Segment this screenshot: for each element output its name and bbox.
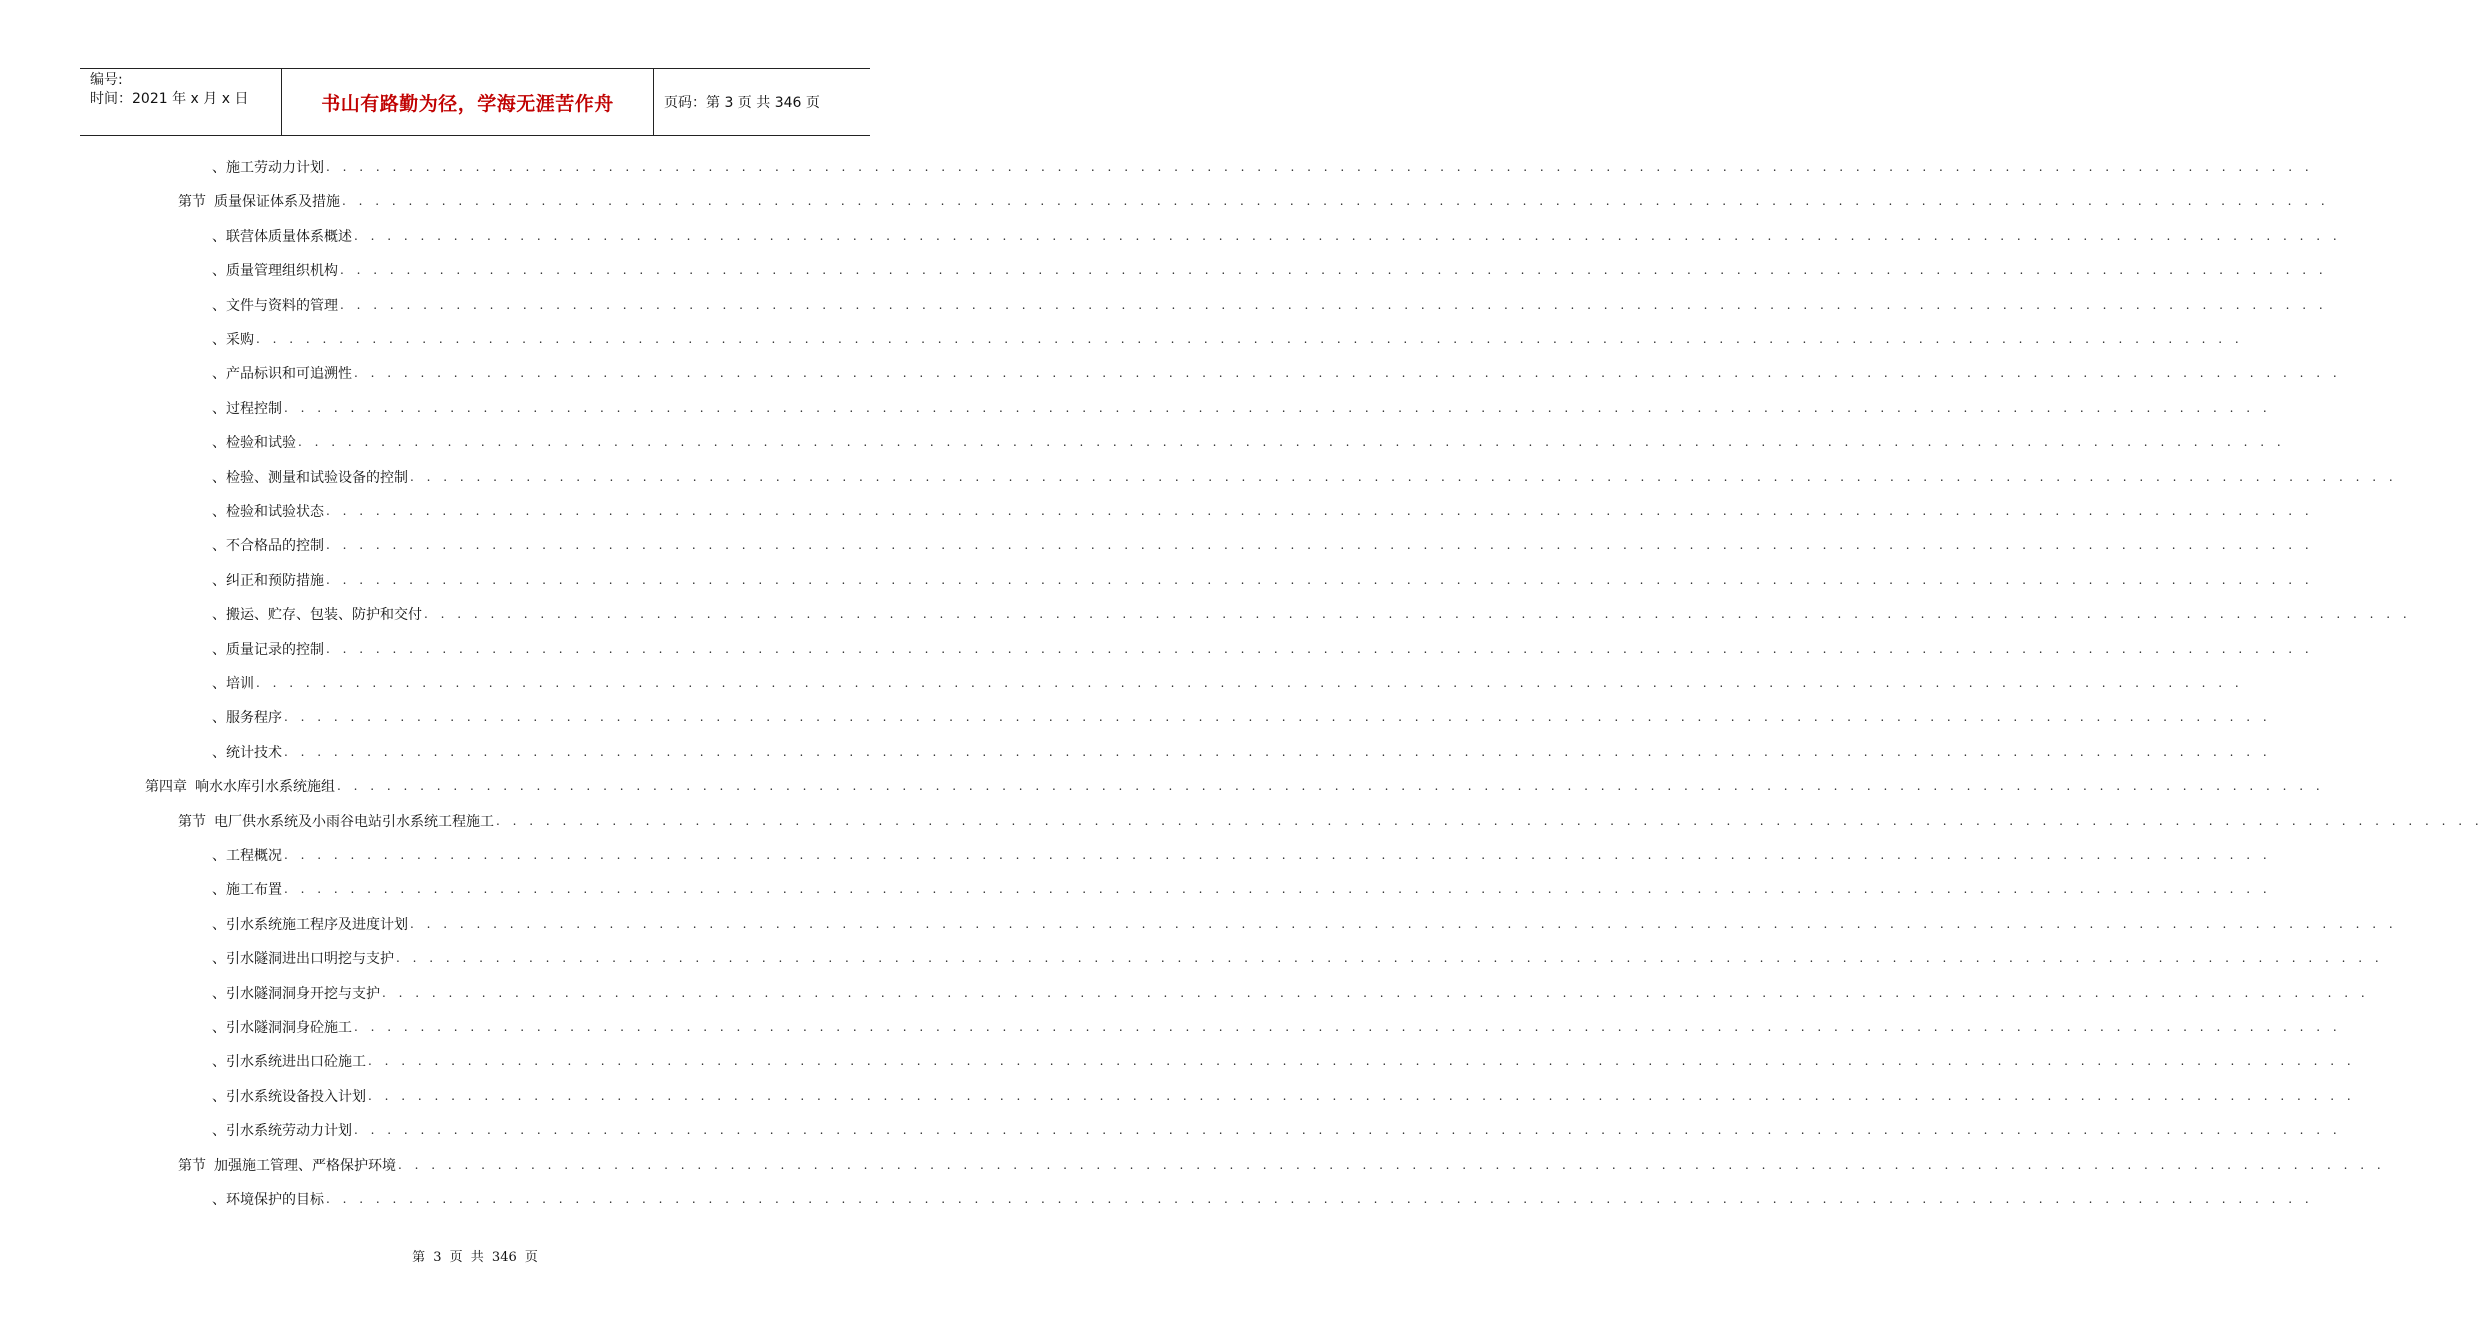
toc-entry[interactable] bbox=[212, 224, 2342, 248]
toc-entry-number: 、 bbox=[212, 538, 226, 555]
toc-dot-leader: . . . . . . . . . . . . . . . . . . . . . . . . . . . . . . . . . . . . . . . . . . . . . . . . . . . . . . . . . . . . . . . . . . . . . . . . . . . . . . . . . . . . . . . . . . . . . . . . . . . . . . . . . . . . . . . . . . . . . . . . bbox=[284, 710, 2272, 725]
toc-dot-leader: . . . . . . . . . . . . . . . . . . . . . . . . . . . . . . . . . . . . . . . . . . . . . . . . . . . . . . . . . . . . . . . . . . . . . . . . . . . . . . . . . . . . . . . . . . . . . . . . . . . . . . . . . . . . . . . . . . . . . . . . bbox=[424, 607, 2412, 622]
toc-entry-number: 、 bbox=[212, 297, 226, 314]
toc-entry-number: 、 bbox=[212, 882, 226, 899]
toc-entry-title: 引水隧洞洞身砼施工 bbox=[226, 1020, 352, 1036]
toc-dot-leader: . . . . . . . . . . . . . . . . . . . . . . . . . . . . . . . . . . . . . . . . . . . . . . . . . . . . . . . . . . . . . . . . . . . . . . . . . . . . . . . . . . . . . . . . . . . . . . . . . . . . . . . . . . . . . . . . . . . . . . . . bbox=[256, 332, 2244, 346]
toc-entry-title: 加强施工管理、严格保护环境 bbox=[214, 1157, 396, 1174]
toc-entry-title: 环境保护的目标 bbox=[226, 1192, 324, 1208]
toc-entry[interactable] bbox=[212, 1084, 2356, 1108]
toc-entry[interactable] bbox=[212, 499, 2314, 523]
toc-entry-number: 、 bbox=[212, 1192, 226, 1208]
toc-dot-leader: . . . . . . . . . . . . . . . . . . . . . . . . . . . . . . . . . . . . . . . . . . . . . . . . . . . . . . . . . . . . . . . . . . . . . . . . . . . . . . . . . . . . . . . . . . . . . . . . . . . . . . . . . . . . . . . . . . . . . . . . bbox=[284, 882, 2272, 897]
toc-dot-leader: . . . . . . . . . . . . . . . . . . . . . . . . . . . . . . . . . . . . . . . . . . . . . . . . . . . . . . . . . . . . . . . . . . . . . . . . . . . . . . . . . . . . . . . . . . . . . . . . . . . . . . . . . . . . . . . . . . . . . . . . bbox=[410, 469, 2398, 484]
toc-entry[interactable] bbox=[212, 327, 2244, 351]
toc-dot-leader: . . . . . . . . . . . . . . . . . . . . . . . . . . . . . . . . . . . . . . . . . . . . . . . . . . . . . . . . . . . . . . . . . . . . . . . . . . . . . . . . . . . . . . . . . . . . . . . . . . . . . . . . . . . . . . . . . . . . . . . . bbox=[284, 744, 2272, 759]
toc-dot-leader: . . . . . . . . . . . . . . . . . . . . . . . . . . . . . . . . . . . . . . . . . . . . . . . . . . . . . . . . . . . . . . . . . . . . . . . . . . . . . . . . . . . . . . . . . . . . . . . . . . . . . . . . . . . . . . . . . . . . . . . . bbox=[354, 1020, 2342, 1034]
toc-entry[interactable] bbox=[212, 705, 2272, 729]
toc-entry-number: 、 bbox=[212, 607, 226, 624]
toc-entry-title: 施工布置 bbox=[226, 882, 282, 899]
toc-entry-title: 联营体质量体系概述 bbox=[226, 228, 352, 245]
toc-entry[interactable] bbox=[212, 1187, 2314, 1211]
toc-dot-leader: . . . . . . . . . . . . . . . . . . . . . . . . . . . . . . . . . . . . . . . . . . . . . . . . . . . . . . . . . . . . . . . . . . . . . . . . . . . . . . . . . . . . . . . . . . . . . . . . . . . . . . . . . . . . . . . . . . . . . . . . bbox=[342, 194, 2330, 209]
toc-entry-number: 、 bbox=[212, 951, 226, 968]
toc-entry[interactable] bbox=[212, 293, 2328, 317]
toc-entry-title: 过程控制 bbox=[226, 400, 282, 417]
toc-entry-number: 、 bbox=[212, 435, 226, 452]
time-label: 时间：2021 年 x 月 x 日 bbox=[90, 91, 249, 107]
toc-dot-leader: . . . . . . . . . . . . . . . . . . . . . . . . . . . . . . . . . . . . . . . . . . . . . . . . . . . . . . . . . . . . . . . . . . . . . . . . . . . . . . . . . . . . . . . . . . . . . . . . . . . . . . . . . . . . . . . . . . . . . . . . bbox=[326, 1192, 2314, 1206]
toc-dot-leader: . . . . . . . . . . . . . . . . . . . . . . . . . . . . . . . . . . . . . . . . . . . . . . . . . . . . . . . . . . . . . . . . . . . . . . . . . . . . . . . . . . . . . . . . . . . . . . . . . . . . . . . . . . . . . . . . . . . . . . . . bbox=[398, 1157, 2386, 1172]
toc-dot-leader: . . . . . . . . . . . . . . . . . . . . . . . . . . . . . . . . . . . . . . . . . . . . . . . . . . . . . . . . . . . . . . . . . . . . . . . . . . . . . . . . . . . . . . . . . . . . . . . . . . . . . . . . . . . . . . . . . . . . . . . . bbox=[496, 813, 2483, 828]
toc-entry-number: 、 bbox=[212, 572, 226, 589]
toc-entry-title: 引水系统进出口砼施工 bbox=[226, 1054, 366, 1071]
toc-entry-number: 、 bbox=[212, 1020, 226, 1036]
toc-entry-number: 、 bbox=[212, 400, 226, 417]
toc-entry-number: 、 bbox=[212, 332, 226, 348]
toc-entry-number: 第四章 bbox=[145, 779, 187, 796]
toc-entry-title: 电厂供水系统及小雨谷电站引水系统工程施工 bbox=[214, 813, 494, 830]
toc-entry[interactable] bbox=[212, 740, 2272, 764]
toc-dot-leader: . . . . . . . . . . . . . . . . . . . . . . . . . . . . . . . . . . . . . . . . . . . . . . . . . . . . . . . . . . . . . . . . . . . . . . . . . . . . . . . . . . . . . . . . . . . . . . . . . . . . . . . . . . . . . . . . . . . . . . . . bbox=[368, 1054, 2356, 1069]
toc-entry-title: 引水隧洞洞身开挖与支护 bbox=[226, 985, 380, 1002]
toc-entry-number: 、 bbox=[212, 504, 226, 520]
toc-dot-leader: . . . . . . . . . . . . . . . . . . . . . . . . . . . . . . . . . . . . . . . . . . . . . . . . . . . . . . . . . . . . . . . . . . . . . . . . . . . . . . . . . . . . . . . . . . . . . . . . . . . . . . . . . . . . . . . . . . . . . . . . bbox=[326, 160, 2314, 174]
toc-entry-number: 、 bbox=[212, 744, 226, 761]
toc-entry-title: 质量保证体系及措施 bbox=[214, 194, 340, 211]
toc-entry[interactable] bbox=[212, 946, 2384, 970]
toc-entry-title: 响水水库引水系统施组 bbox=[195, 779, 335, 796]
toc-entry-number: 、 bbox=[212, 366, 226, 383]
toc-entry-title: 培训 bbox=[226, 676, 254, 692]
serial-label: 编号: bbox=[90, 72, 123, 88]
toc-entry[interactable] bbox=[178, 809, 2483, 833]
toc-dot-leader: . . . . . . . . . . . . . . . . . . . . . . . . . . . . . . . . . . . . . . . . . . . . . . . . . . . . . . . . . . . . . . . . . . . . . . . . . . . . . . . . . . . . . . . . . . . . . . . . . . . . . . . . . . . . . . . . . . . . . . . . bbox=[354, 366, 2342, 381]
toc-entry-number: 第节 bbox=[178, 813, 206, 830]
toc-entry[interactable] bbox=[212, 671, 2244, 695]
toc-entry-title: 质量管理组织机构 bbox=[226, 263, 338, 280]
toc-entry-title: 引水系统设备投入计划 bbox=[226, 1088, 366, 1105]
toc-dot-leader: . . . . . . . . . . . . . . . . . . . . . . . . . . . . . . . . . . . . . . . . . . . . . . . . . . . . . . . . . . . . . . . . . . . . . . . . . . . . . . . . . . . . . . . . . . . . . . . . . . . . . . . . . . . . . . . . . . . . . . . . bbox=[340, 297, 2328, 312]
toc-entry[interactable] bbox=[212, 533, 2314, 557]
toc-dot-leader: . . . . . . . . . . . . . . . . . . . . . . . . . . . . . . . . . . . . . . . . . . . . . . . . . . . . . . . . . . . . . . . . . . . . . . . . . . . . . . . . . . . . . . . . . . . . . . . . . . . . . . . . . . . . . . . . . . . . . . . . bbox=[396, 951, 2384, 966]
toc-dot-leader: . . . . . . . . . . . . . . . . . . . . . . . . . . . . . . . . . . . . . . . . . . . . . . . . . . . . . . . . . . . . . . . . . . . . . . . . . . . . . . . . . . . . . . . . . . . . . . . . . . . . . . . . . . . . . . . . . . . . . . . . bbox=[354, 1123, 2342, 1138]
header-motto: 书山有路勤为径，学海无涯苦作舟 bbox=[282, 69, 654, 135]
toc-dot-leader: . . . . . . . . . . . . . . . . . . . . . . . . . . . . . . . . . . . . . . . . . . . . . . . . . . . . . . . . . . . . . . . . . . . . . . . . . . . . . . . . . . . . . . . . . . . . . . . . . . . . . . . . . . . . . . . . . . . . . . . . bbox=[340, 263, 2328, 278]
toc-entry[interactable] bbox=[212, 155, 2314, 179]
toc-dot-leader: . . . . . . . . . . . . . . . . . . . . . . . . . . . . . . . . . . . . . . . . . . . . . . . . . . . . . . . . . . . . . . . . . . . . . . . . . . . . . . . . . . . . . . . . . . . . . . . . . . . . . . . . . . . . . . . . . . . . . . . . bbox=[368, 1088, 2356, 1103]
toc-entry[interactable] bbox=[212, 981, 2370, 1005]
toc-entry-number: 、 bbox=[212, 676, 226, 692]
toc-entry-number: 、 bbox=[212, 985, 226, 1002]
toc-entry-number: 、 bbox=[212, 160, 226, 176]
toc-entry[interactable] bbox=[212, 361, 2342, 385]
toc-entry-number: 、 bbox=[212, 641, 226, 658]
toc-entry-number: 第节 bbox=[178, 194, 206, 211]
page-footer: 第 3 页 共 346 页 bbox=[412, 1250, 538, 1265]
toc-entry[interactable] bbox=[212, 877, 2272, 901]
toc-entry-number: 、 bbox=[212, 848, 226, 864]
toc-entry[interactable] bbox=[212, 430, 2286, 454]
toc-entry-number: 、 bbox=[212, 263, 226, 280]
toc-entry-title: 引水系统劳动力计划 bbox=[226, 1123, 352, 1140]
toc-entry-title: 引水隧洞进出口明挖与支护 bbox=[226, 951, 394, 968]
toc-entry-title: 文件与资料的管理 bbox=[226, 297, 338, 314]
toc-entry[interactable] bbox=[212, 568, 2314, 592]
toc-entry-title: 工程概况 bbox=[226, 848, 282, 864]
toc-entry[interactable] bbox=[212, 843, 2272, 867]
header-table bbox=[80, 68, 870, 136]
toc-entry-number: 、 bbox=[212, 1088, 226, 1105]
toc-entry[interactable] bbox=[212, 1015, 2342, 1039]
toc-entry[interactable] bbox=[212, 1118, 2342, 1142]
toc-entry-title: 施工劳动力计划 bbox=[226, 160, 324, 176]
header-page-label: 页码：第 3 页 共 346 页 bbox=[664, 95, 820, 111]
toc-entry[interactable] bbox=[212, 258, 2328, 282]
toc-entry[interactable] bbox=[212, 465, 2398, 489]
toc-entry[interactable] bbox=[145, 774, 2325, 798]
toc-entry[interactable] bbox=[178, 1153, 2386, 1177]
toc-entry[interactable] bbox=[212, 637, 2314, 661]
toc-entry[interactable] bbox=[178, 189, 2330, 213]
toc-dot-leader: . . . . . . . . . . . . . . . . . . . . . . . . . . . . . . . . . . . . . . . . . . . . . . . . . . . . . . . . . . . . . . . . . . . . . . . . . . . . . . . . . . . . . . . . . . . . . . . . . . . . . . . . . . . . . . . . . . . . . . . . bbox=[284, 848, 2272, 862]
toc-entry-number: 、 bbox=[212, 228, 226, 245]
toc-dot-leader: . . . . . . . . . . . . . . . . . . . . . . . . . . . . . . . . . . . . . . . . . . . . . . . . . . . . . . . . . . . . . . . . . . . . . . . . . . . . . . . . . . . . . . . . . . . . . . . . . . . . . . . . . . . . . . . . . . . . . . . . bbox=[326, 538, 2314, 553]
toc-entry[interactable] bbox=[212, 396, 2272, 420]
toc-entry-number: 第节 bbox=[178, 1157, 206, 1174]
toc-dot-leader: . . . . . . . . . . . . . . . . . . . . . . . . . . . . . . . . . . . . . . . . . . . . . . . . . . . . . . . . . . . . . . . . . . . . . . . . . . . . . . . . . . . . . . . . . . . . . . . . . . . . . . . . . . . . . . . . . . . . . . . . bbox=[410, 916, 2398, 931]
toc-entry-title: 检验、测量和试验设备的控制 bbox=[226, 469, 408, 486]
toc-entry-title: 统计技术 bbox=[226, 744, 282, 761]
toc-entry-number: 、 bbox=[212, 469, 226, 486]
toc-entry-title: 产品标识和可追溯性 bbox=[226, 366, 352, 383]
toc-entry-title: 纠正和预防措施 bbox=[226, 572, 324, 589]
toc-entry-title: 不合格品的控制 bbox=[226, 538, 324, 555]
toc-dot-leader: . . . . . . . . . . . . . . . . . . . . . . . . . . . . . . . . . . . . . . . . . . . . . . . . . . . . . . . . . . . . . . . . . . . . . . . . . . . . . . . . . . . . . . . . . . . . . . . . . . . . . . . . . . . . . . . . . . . . . . . . bbox=[326, 641, 2314, 656]
toc-entry-number: 、 bbox=[212, 1054, 226, 1071]
toc-dot-leader: . . . . . . . . . . . . . . . . . . . . . . . . . . . . . . . . . . . . . . . . . . . . . . . . . . . . . . . . . . . . . . . . . . . . . . . . . . . . . . . . . . . . . . . . . . . . . . . . . . . . . . . . . . . . . . . . . . . . . . . . bbox=[298, 435, 2286, 450]
toc-entry[interactable] bbox=[212, 602, 2412, 626]
toc-entry-title: 引水系统施工程序及进度计划 bbox=[226, 916, 408, 933]
toc-entry-number: 、 bbox=[212, 710, 226, 727]
toc-entry[interactable] bbox=[212, 1049, 2356, 1073]
toc-entry-title: 质量记录的控制 bbox=[226, 641, 324, 658]
toc-entry-title: 采购 bbox=[226, 332, 254, 348]
toc-entry[interactable] bbox=[212, 912, 2398, 936]
header-meta bbox=[80, 69, 282, 135]
toc-entry-title: 检验和试验 bbox=[226, 435, 296, 452]
toc-dot-leader: . . . . . . . . . . . . . . . . . . . . . . . . . . . . . . . . . . . . . . . . . . . . . . . . . . . . . . . . . . . . . . . . . . . . . . . . . . . . . . . . . . . . . . . . . . . . . . . . . . . . . . . . . . . . . . . . . . . . . . . . bbox=[354, 228, 2342, 243]
toc-dot-leader: . . . . . . . . . . . . . . . . . . . . . . . . . . . . . . . . . . . . . . . . . . . . . . . . . . . . . . . . . . . . . . . . . . . . . . . . . . . . . . . . . . . . . . . . . . . . . . . . . . . . . . . . . . . . . . . . . . . . . . . . bbox=[337, 779, 2325, 794]
toc-dot-leader: . . . . . . . . . . . . . . . . . . . . . . . . . . . . . . . . . . . . . . . . . . . . . . . . . . . . . . . . . . . . . . . . . . . . . . . . . . . . . . . . . . . . . . . . . . . . . . . . . . . . . . . . . . . . . . . . . . . . . . . . bbox=[382, 985, 2370, 1000]
toc-entry-title: 服务程序 bbox=[226, 710, 282, 727]
toc-entry-number: 、 bbox=[212, 1123, 226, 1140]
toc-entry-title: 检验和试验状态 bbox=[226, 504, 324, 520]
toc-dot-leader: . . . . . . . . . . . . . . . . . . . . . . . . . . . . . . . . . . . . . . . . . . . . . . . . . . . . . . . . . . . . . . . . . . . . . . . . . . . . . . . . . . . . . . . . . . . . . . . . . . . . . . . . . . . . . . . . . . . . . . . . bbox=[326, 572, 2314, 587]
toc-dot-leader: . . . . . . . . . . . . . . . . . . . . . . . . . . . . . . . . . . . . . . . . . . . . . . . . . . . . . . . . . . . . . . . . . . . . . . . . . . . . . . . . . . . . . . . . . . . . . . . . . . . . . . . . . . . . . . . . . . . . . . . . bbox=[326, 504, 2314, 518]
toc-entry-title: 搬运、贮存、包装、防护和交付 bbox=[226, 607, 422, 624]
toc-entry-number: 、 bbox=[212, 916, 226, 933]
toc-dot-leader: . . . . . . . . . . . . . . . . . . . . . . . . . . . . . . . . . . . . . . . . . . . . . . . . . . . . . . . . . . . . . . . . . . . . . . . . . . . . . . . . . . . . . . . . . . . . . . . . . . . . . . . . . . . . . . . . . . . . . . . . bbox=[256, 676, 2244, 690]
toc-dot-leader: . . . . . . . . . . . . . . . . . . . . . . . . . . . . . . . . . . . . . . . . . . . . . . . . . . . . . . . . . . . . . . . . . . . . . . . . . . . . . . . . . . . . . . . . . . . . . . . . . . . . . . . . . . . . . . . . . . . . . . . . bbox=[284, 400, 2272, 415]
